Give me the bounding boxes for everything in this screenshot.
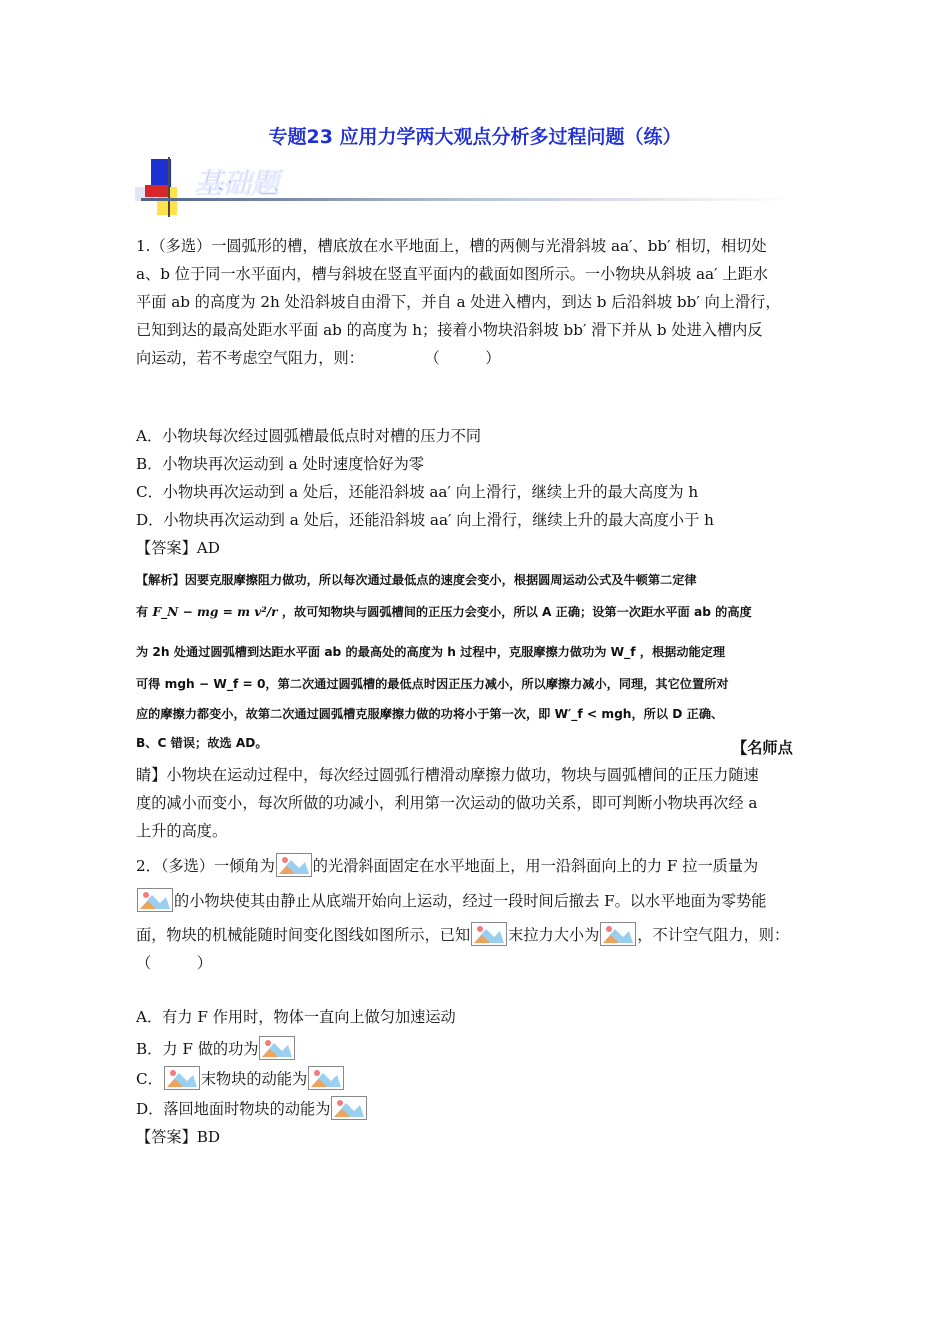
broken-image-icon — [471, 922, 507, 946]
q2-answer: 【答案】BD — [136, 1128, 221, 1146]
q1-explanation-3: 为 2h 处通过圆弧槽到达距水平面 ab 的最高处的高度为 h 过程中，克服摩擦力做功为 W_f ，根据动能定理 — [136, 645, 726, 659]
q2-option-d — [136, 1096, 368, 1120]
q2-option-a: A．有力 F 作用时，物体一直向上做匀加速运动 — [136, 1008, 456, 1026]
q1-line-1: 1.（多选）一圆弧形的槽，槽底放在水平地面上，槽的两侧与光滑斜坡 aa′、bb′ 相切，相切处 — [136, 237, 767, 255]
q1-option-b: B．小物块再次运动到 a 处时速度恰好为零 — [136, 455, 425, 473]
q2-option-b-text: B．力 F 做的功为 — [136, 1040, 259, 1058]
banner-graphic — [135, 157, 795, 219]
banner-text: 基础题 — [195, 167, 280, 200]
q2-line-3-a: 面，物块的机械能随时间变化图线如图所示，已知 — [136, 926, 471, 944]
q1-line-2: a、b 位于同一水平面内，槽与斜坡在竖直平面内的截面如图所示。一小物块从斜坡 aa′ 上距水 — [136, 265, 768, 283]
q1-explanation-6: B、C 错误；故选 AD。 — [136, 736, 268, 750]
q1-note-1: 睛】小物块在运动过程中，每次经过圆弧行槽滑动摩擦力做功，物块与圆弧槽间的正压力随速 — [136, 766, 759, 784]
q2-option-c-a: C． — [136, 1070, 163, 1088]
q2-line-1 — [136, 853, 758, 877]
expl2-suffix: ，故可知物块与圆弧槽间的正压力会变小，所以 A 正确；设第一次距水平面 ab 的高度 — [281, 605, 752, 619]
broken-image-icon — [137, 888, 173, 912]
q1-explanation-2 — [136, 602, 752, 622]
page-title: 专题23 应用力学两大观点分析多过程问题（练） — [268, 126, 682, 148]
q1-note-head: 【名师点 — [732, 739, 793, 757]
q2-option-c-b: 末物块的动能为 — [200, 1070, 308, 1088]
q2-option-c — [136, 1066, 345, 1090]
q2-option-d-text: D．落回地面时物块的动能为 — [136, 1100, 331, 1118]
q1-note-3: 上升的高度。 — [136, 822, 228, 840]
q1-option-c: C．小物块再次运动到 a 处后，还能沿斜坡 aa′ 向上滑行，继续上升的最大高度为 h — [136, 483, 699, 501]
broken-image-icon — [164, 1066, 200, 1090]
broken-image-icon — [600, 922, 636, 946]
expl2-prefix: 有 — [136, 605, 149, 619]
q2-line-4: （ ） — [136, 954, 212, 972]
q2-option-b — [136, 1036, 296, 1060]
q1-option-a: A．小物块每次经过圆弧槽最低点时对槽的压力不同 — [136, 427, 482, 445]
section-banner — [135, 157, 795, 219]
q2-line-3-c: ，不计空气阻力，则： — [637, 926, 790, 944]
q1-line-4: 已知到达的最高处距水平面 ab 的高度为 h；接着小物块沿斜坡 bb′ 滑下并从 b 处进入槽内反 — [136, 321, 763, 339]
q2-line-3-b: 末拉力大小为 — [508, 926, 600, 944]
q2-line-2-text: 的小物块使其由静止从底端开始向上运动，经过一段时间后撤去 F。以水平地面为零势能 — [174, 892, 767, 910]
q2-line-1-b: 的光滑斜面固定在水平地面上，用一沿斜面向上的力 F 拉一质量为 — [312, 857, 759, 875]
q1-explanation-5: 应的摩擦力都变小，故第二次通过圆弧槽克服摩擦力做的功将小于第一次，即 W′_f < mgh，所以 D 正确、 — [136, 707, 724, 721]
q1-explanation-1: 【解析】因要克服摩擦阻力做功，所以每次通过最低点的速度会变小，根据圆周运动公式及牛顿第二定律 — [136, 573, 697, 587]
q1-option-d: D．小物块再次运动到 a 处后，还能沿斜坡 aa′ 向上滑行，继续上升的最大高度小于 h — [136, 511, 714, 529]
q2-line-2 — [136, 888, 767, 912]
broken-image-icon — [259, 1036, 295, 1060]
broken-image-icon — [331, 1096, 367, 1120]
q1-answer: 【答案】AD — [136, 539, 220, 557]
q1-line-5: 向运动，若不考虑空气阻力，则： （ ） — [136, 349, 501, 367]
expl2-formula: F_N − mg = m v²/r — [152, 605, 278, 619]
q1-line-3: 平面 ab 的高度为 2h 处沿斜坡自由滑下，并自 a 处进入槽内，到达 b 后沿斜坡 bb′ 向上滑行， — [136, 293, 781, 311]
q1-note-2: 度的减小而变小，每次所做的功减小，利用第一次运动的做功关系，即可判断小物块再次经 a — [136, 794, 758, 812]
q2-line-3 — [136, 922, 789, 946]
broken-image-icon — [276, 853, 312, 877]
q2-line-1-a: 2．（多选）一倾角为 — [136, 857, 275, 875]
q1-explanation-4: 可得 mgh − W_f = 0，第二次通过圆弧槽的最低点时因正压力减小，所以摩擦力减小，同理，其它位置所对 — [136, 677, 729, 691]
broken-image-icon — [308, 1066, 344, 1090]
